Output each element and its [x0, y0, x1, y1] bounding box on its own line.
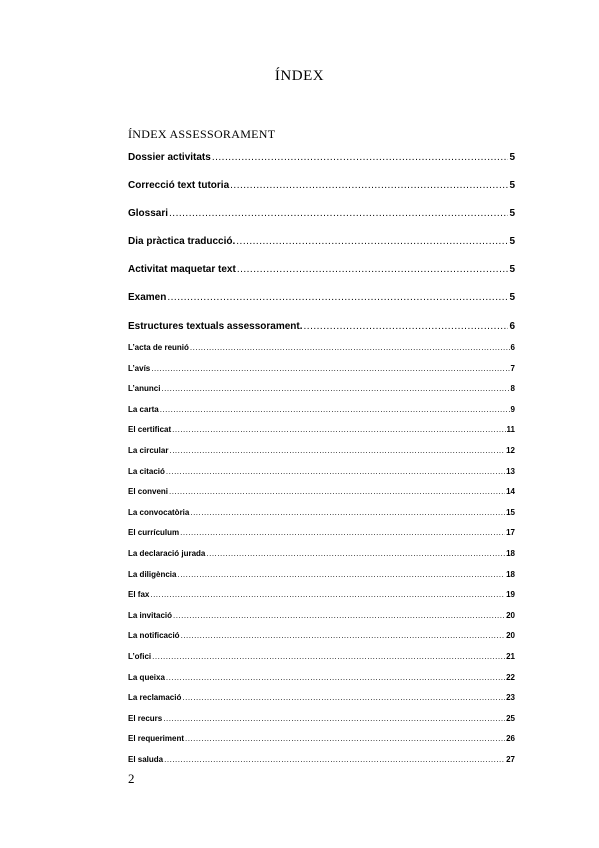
- toc-dot-leader: [161, 384, 509, 393]
- toc-dot-leader: [206, 549, 505, 558]
- toc-entry[interactable]: [128, 321, 515, 332]
- toc-entry-page: 12: [506, 446, 515, 455]
- toc-entry-label: El currículum: [128, 528, 180, 537]
- toc-entry[interactable]: [128, 364, 515, 373]
- toc-entry[interactable]: [128, 570, 515, 579]
- toc-entry-label: L’anunci: [128, 384, 161, 393]
- toc-entry-label: L’acta de reunió: [128, 343, 189, 352]
- toc-entry-page: 11: [506, 425, 515, 434]
- toc-entry-label: Glossari: [128, 208, 169, 219]
- toc-entry-page: 6: [510, 343, 515, 352]
- toc-dot-leader: [180, 528, 505, 537]
- toc-entry-label: L’ofici: [128, 652, 152, 661]
- toc-entry-label: El recurs: [128, 714, 163, 723]
- toc-entry-page: 19: [506, 590, 515, 599]
- toc-entry[interactable]: [128, 734, 515, 743]
- toc-dot-leader: [166, 673, 505, 682]
- toc-entry[interactable]: [128, 264, 515, 275]
- toc-entry-label: El saluda: [128, 755, 164, 764]
- toc-entry[interactable]: [128, 693, 515, 702]
- toc-entry-label: El certificat: [128, 425, 172, 434]
- toc-entry-page: 5: [509, 292, 515, 303]
- toc-dot-leader: [160, 405, 510, 414]
- toc-dot-leader: [236, 236, 508, 247]
- toc-entry-label: La convocatòria: [128, 508, 190, 517]
- toc-entry-label: El requeriment: [128, 734, 185, 743]
- toc-entry-label: Dossier activitats: [128, 152, 211, 163]
- toc-entry-page: 6: [509, 321, 515, 332]
- toc-dot-leader: [181, 631, 506, 640]
- toc-entry[interactable]: [128, 446, 515, 455]
- toc-dot-leader: [182, 693, 505, 702]
- toc-dot-leader: [177, 570, 505, 579]
- toc-entry-label: Examen: [128, 292, 167, 303]
- toc-entry[interactable]: [128, 425, 515, 434]
- toc-entry-label: La invitació: [128, 611, 173, 620]
- toc-entry-page: 5: [509, 264, 515, 275]
- toc-entry-page: 15: [506, 508, 515, 517]
- toc-entry-label: La queixa: [128, 673, 165, 682]
- page-title: ÍNDEX: [274, 68, 325, 84]
- toc-entry-label: La citació: [128, 467, 165, 476]
- toc-entry[interactable]: [128, 631, 515, 640]
- toc-entry-label: Activitat maquetar text: [128, 264, 236, 275]
- toc-entry[interactable]: [128, 755, 515, 764]
- toc-entry-page: 18: [506, 570, 515, 579]
- toc-entry-label: La notificació: [128, 631, 180, 640]
- toc-dot-leader: [237, 264, 509, 275]
- toc-entry-page: 5: [509, 180, 515, 191]
- toc-dot-leader: [169, 487, 505, 496]
- toc-entry-page: 13: [506, 467, 515, 476]
- toc-entry-page: 18: [506, 549, 515, 558]
- toc-entry[interactable]: [128, 292, 515, 303]
- toc-dot-leader: [169, 208, 508, 219]
- toc-dot-leader: [150, 590, 505, 599]
- toc-entry-label: La carta: [128, 405, 159, 414]
- toc-entry-label: La circular: [128, 446, 169, 455]
- toc-dot-leader: [172, 425, 505, 434]
- toc-entry[interactable]: [128, 152, 515, 163]
- toc-entry-label: L’avís: [128, 364, 151, 373]
- toc-entry-label: Estructures textuals assessorament.: [128, 321, 303, 332]
- toc-entry-page: 20: [506, 611, 515, 620]
- toc-dot-leader: [185, 734, 505, 743]
- toc-entry[interactable]: [128, 528, 515, 537]
- toc-entry-page: 8: [510, 384, 515, 393]
- toc-entry-page: 21: [506, 652, 515, 661]
- toc-dot-leader: [212, 152, 509, 163]
- toc-entry-page: 7: [510, 364, 515, 373]
- page-number: 2: [128, 771, 135, 786]
- toc-entry-label: La diligència: [128, 570, 177, 579]
- toc-entry-page: 20: [506, 631, 515, 640]
- toc-entry[interactable]: [128, 405, 515, 414]
- toc-entry[interactable]: [128, 652, 515, 661]
- toc-entry[interactable]: [128, 590, 515, 599]
- toc-entry-page: 25: [506, 714, 515, 723]
- toc-entry-page: 5: [509, 236, 515, 247]
- toc-entry-label: La reclamació: [128, 693, 182, 702]
- toc-entry[interactable]: [128, 673, 515, 682]
- toc-entry-page: 17: [506, 528, 515, 537]
- toc-dot-leader: [163, 714, 505, 723]
- toc-entry-label: El fax: [128, 590, 150, 599]
- toc-dot-leader: [230, 180, 508, 191]
- toc-dot-leader: [166, 467, 505, 476]
- toc-entry[interactable]: [128, 549, 515, 558]
- toc-entry-page: 27: [506, 755, 515, 764]
- toc-entry[interactable]: [128, 180, 515, 191]
- toc-entry-label: El conveni: [128, 487, 169, 496]
- toc-entry-page: 23: [506, 693, 515, 702]
- toc-dot-leader: [152, 652, 505, 661]
- toc-entry[interactable]: [128, 236, 515, 247]
- toc-entry-page: 26: [506, 734, 515, 743]
- toc-entry[interactable]: [128, 384, 515, 393]
- toc-dot-leader: [173, 611, 505, 620]
- toc-entry-label: La declaració jurada: [128, 549, 206, 558]
- toc-entry-label: Dia pràctica traducció.: [128, 236, 236, 247]
- toc-entry[interactable]: [128, 208, 515, 219]
- section-heading: ÍNDEX ASSESSORAMENT: [128, 127, 276, 141]
- toc-entry[interactable]: [128, 467, 515, 476]
- toc-entry-page: 9: [510, 405, 515, 414]
- toc-entry[interactable]: [128, 714, 515, 723]
- toc-dot-leader: [190, 508, 505, 517]
- toc-entry-label: Correcció text tutoria: [128, 180, 230, 191]
- toc-entry[interactable]: [128, 343, 515, 352]
- toc-dot-leader: [164, 755, 505, 764]
- toc-entry-page: 22: [506, 673, 515, 682]
- toc-dot-leader: [304, 321, 509, 332]
- toc-dot-leader: [190, 343, 510, 352]
- toc-dot-leader: [167, 292, 508, 303]
- toc-entry-page: 5: [509, 152, 515, 163]
- toc-entry[interactable]: [128, 508, 515, 517]
- toc-dot-leader: [151, 364, 509, 373]
- toc-entry-page: 14: [506, 487, 515, 496]
- toc-entry-page: 5: [509, 208, 515, 219]
- toc-entry[interactable]: [128, 487, 515, 496]
- toc-dot-leader: [169, 446, 505, 455]
- toc-entry[interactable]: [128, 611, 515, 620]
